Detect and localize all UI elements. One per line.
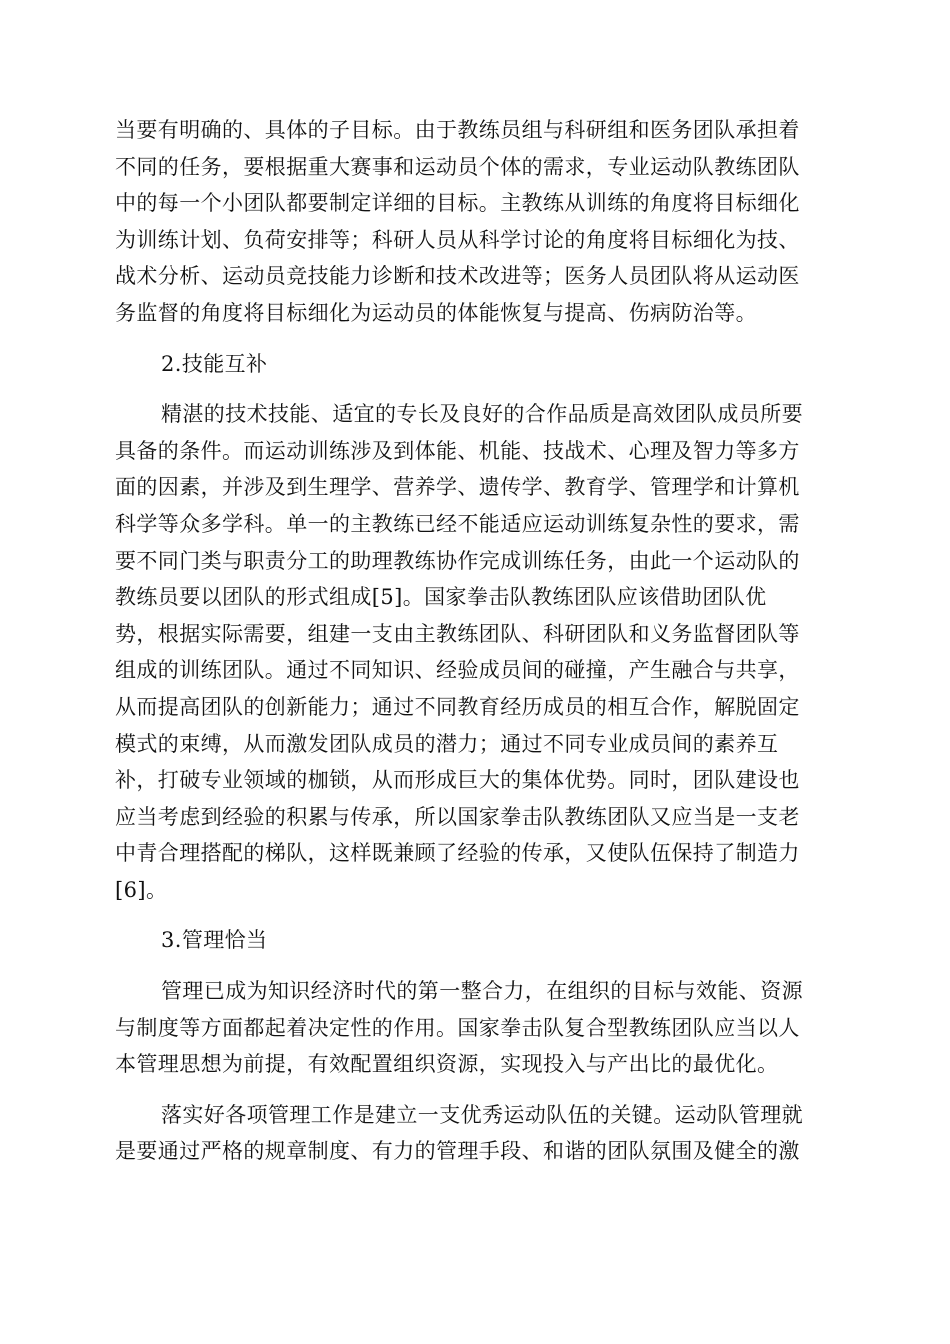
text-line: 不同的任务，要根据重大赛事和运动员个体的需求，专业运动队教练团队 bbox=[115, 154, 800, 179]
text-line: 教练员要以团队的形式组成[5]。国家拳击队教练团队应该借助团队优 bbox=[115, 585, 767, 610]
paragraph-implementation bbox=[115, 1097, 835, 1170]
text-line: 从而提高团队的创新能力；通过不同教育经历成员的相互合作，解脱固定 bbox=[115, 694, 800, 719]
text-line: 当要有明确的、具体的子目标。由于教练员组与科研组和医务团队承担着 bbox=[115, 118, 800, 142]
paragraph-management bbox=[115, 973, 835, 1083]
text-line: 精湛的技术技能、适宜的专长及良好的合作品质是高效团队成员所要 bbox=[161, 402, 803, 427]
text-line: 具备的条件。而运动训练涉及到体能、机能、技战术、心理及智力等多方 bbox=[115, 438, 800, 463]
text-line: 势，根据实际需要，组建一支由主教练团队、科研团队和义务监督团队等 bbox=[115, 621, 800, 646]
text-line: 应当考虑到经验的积累与传承，所以国家拳击队教练团队又应当是一支老 bbox=[115, 804, 800, 829]
text-line: 要不同门类与职责分工的助理教练协作完成训练任务，由此一个运动队的 bbox=[115, 548, 800, 573]
text-line: 组成的训练团队。通过不同知识、经验成员间的碰撞，产生融合与共享， bbox=[115, 658, 800, 683]
text-line: 管理已成为知识经济时代的第一整合力，在组织的目标与效能、资源 bbox=[161, 979, 803, 1004]
text-line: 为训练计划、负荷安排等；科研人员从科学讨论的角度将目标细化为技、 bbox=[115, 227, 800, 252]
text-line: 落实好各项管理工作是建立一支优秀运动队伍的关键。运动队管理就 bbox=[161, 1102, 803, 1127]
document-body bbox=[115, 112, 835, 1170]
text-line: 是要通过严格的规章制度、有力的管理手段、和谐的团队氛围及健全的激 bbox=[115, 1139, 800, 1164]
section-heading-management bbox=[115, 922, 835, 959]
text-line: 科学等众多学科。单一的主教练已经不能适应运动训练复杂性的要求，需 bbox=[115, 511, 800, 536]
text-line: 务监督的角度将目标细化为运动员的体能恢复与提高、伤病防治等。 bbox=[115, 300, 757, 325]
paragraph-skills bbox=[115, 396, 835, 908]
text-line: [6]。 bbox=[115, 877, 168, 902]
text-line: 中的每一个小团队都要制定详细的目标。主教练从训练的角度将目标细化 bbox=[115, 191, 800, 216]
text-line: 中青合理搭配的梯队，这样既兼顾了经验的传承，又使队伍保持了制造力 bbox=[115, 841, 800, 866]
heading-text: 3.管理恰当 bbox=[161, 928, 268, 953]
section-heading-skills bbox=[115, 346, 835, 383]
text-line: 模式的束缚，从而激发团队成员的潜力；通过不同专业成员间的素养互 bbox=[115, 731, 779, 756]
heading-text: 2.技能互补 bbox=[161, 351, 268, 376]
text-line: 面的因素，并涉及到生理学、营养学、遗传学、教育学、管理学和计算机 bbox=[115, 475, 800, 500]
paragraph-subgoals bbox=[115, 112, 835, 332]
text-line: 与制度等方面都起着决定性的作用。国家拳击队复合型教练团队应当以人 bbox=[115, 1015, 800, 1040]
text-line: 补，打破专业领域的枷锁，从而形成巨大的集体优势。同时，团队建设也 bbox=[115, 768, 800, 793]
text-line: 本管理思想为前提，有效配置组织资源，实现投入与产出比的最优化。 bbox=[115, 1052, 779, 1077]
text-line: 战术分析、运动员竞技能力诊断和技术改进等；医务人员团队将从运动医 bbox=[115, 264, 800, 289]
